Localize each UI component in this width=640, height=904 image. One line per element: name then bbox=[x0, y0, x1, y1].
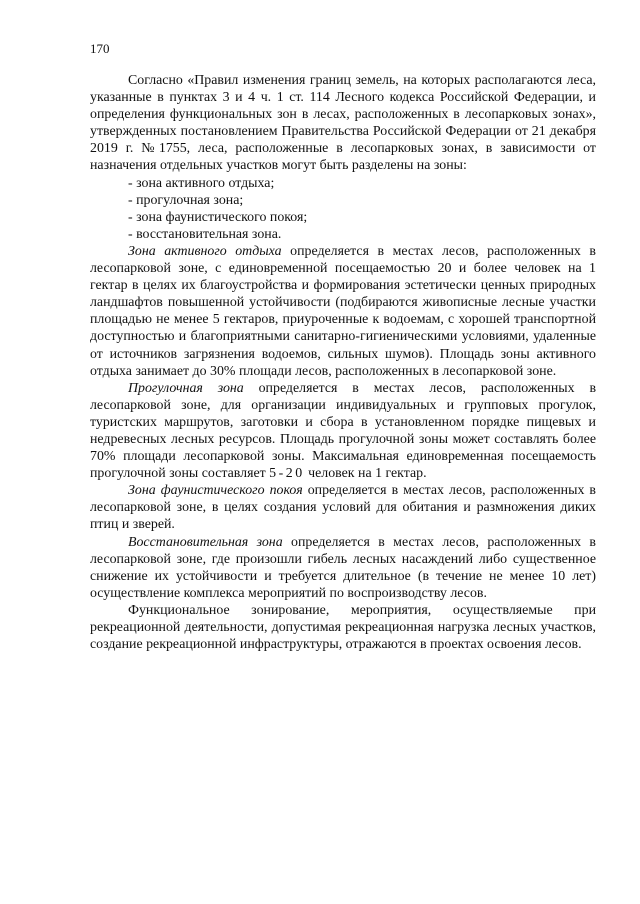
walking-zone-paragraph bbox=[90, 380, 596, 483]
walking-zone-text: определяется в местах лесов, расположенных в лесопарковой зоне, для организации индивидуальных и групповых прогулок, туристских маршрутов, заготовки и сбора в установленном порядке пищевых и недревесных лесных ресурсов. Площадь прогулочной зоны может составлять более 70% площади лесопарковой зоны. Максимальная единовременная посещаемость прогулочной зоны составляет bbox=[90, 380, 596, 482]
restoration-zone-term: Восстановительная зона bbox=[128, 534, 283, 550]
zones-list bbox=[90, 175, 596, 243]
walking-zone-term: Прогулочная зона bbox=[128, 380, 244, 396]
zones-list-item: - зона активного отдыха; bbox=[128, 175, 275, 191]
restoration-zone-paragraph bbox=[90, 534, 596, 602]
walking-zone-text-end: человек на 1 гектар. bbox=[304, 466, 427, 482]
zones-list-item: - восстановительная зона. bbox=[128, 226, 282, 242]
fauna-zone-text: определяется в местах лесов, расположенных в лесопарковой зоне, в целях создания условий для обитания и размножения диких птиц и зверей. bbox=[90, 483, 596, 533]
page-number: 170 bbox=[90, 41, 110, 56]
closing-paragraph: Функциональное зонирование, мероприятия, осуществляемые при рекреационной деятельности, допустимая рекреационная нагрузка лесных участков, создание рекреационной инфраструктуры, отражаются в проектах освоения лесов. bbox=[90, 602, 596, 653]
zones-list-item: - прогулочная зона; bbox=[128, 192, 244, 208]
active-zone-text: определяется в местах лесов, расположенных в лесопарковой зоне, с единовременной посещаемостью 20 и более человек на 1 гектар в целях их благоустройства и формирования эстетически ценных природных ландшафтов повышенной устойчивости (подбираются живописные лесные участки площадью не менее 5 гектаров, приуроченные к водоемам, с хорошей транспортной доступностью и благоприятными санитарно-гигиеническими условиями, удаленные от источников загрязнения водоемов, сильных шумов). Площадь зоны активного отдыха занимает до 30% площади лесов, расположенных в лесопарковой зоне. bbox=[90, 243, 596, 379]
page-body bbox=[90, 72, 596, 653]
restoration-zone-text: определяется в местах лесов, расположенных в лесопарковой зоне, где произошли гибель лесных насаждений либо существенное снижение их устойчивости и требуется длительное (в течение не менее 10 лет) осуществление комплекса мероприятий по воспроизводству лесов. bbox=[90, 534, 596, 601]
zones-list-item: - зона фаунистического покоя; bbox=[128, 209, 308, 225]
fauna-zone-term: Зона фаунистического покоя bbox=[128, 483, 303, 499]
fauna-zone-paragraph bbox=[90, 482, 596, 533]
active-zone-term: Зона активного отдыха bbox=[128, 243, 282, 259]
visitor-range: 5-20 bbox=[269, 466, 305, 482]
active-zone-paragraph bbox=[90, 243, 596, 380]
intro-paragraph: Согласно «Правил изменения границ земель, на которых располагаются леса, указанные в пунктах 3 и 4 ч. 1 ст. 114 Лесного кодекса Российской Федерации, и определения функциональных зон в лесах, расположенных в лесопарковых зонах», утвержденных постановлением Правительства Российской Федерации от 21 декабря 2019 г. №1755, леса, расположенные в лесопарковых зонах, в зависимости от назначения отдельных участков могут быть разделены на зоны: bbox=[90, 73, 596, 174]
